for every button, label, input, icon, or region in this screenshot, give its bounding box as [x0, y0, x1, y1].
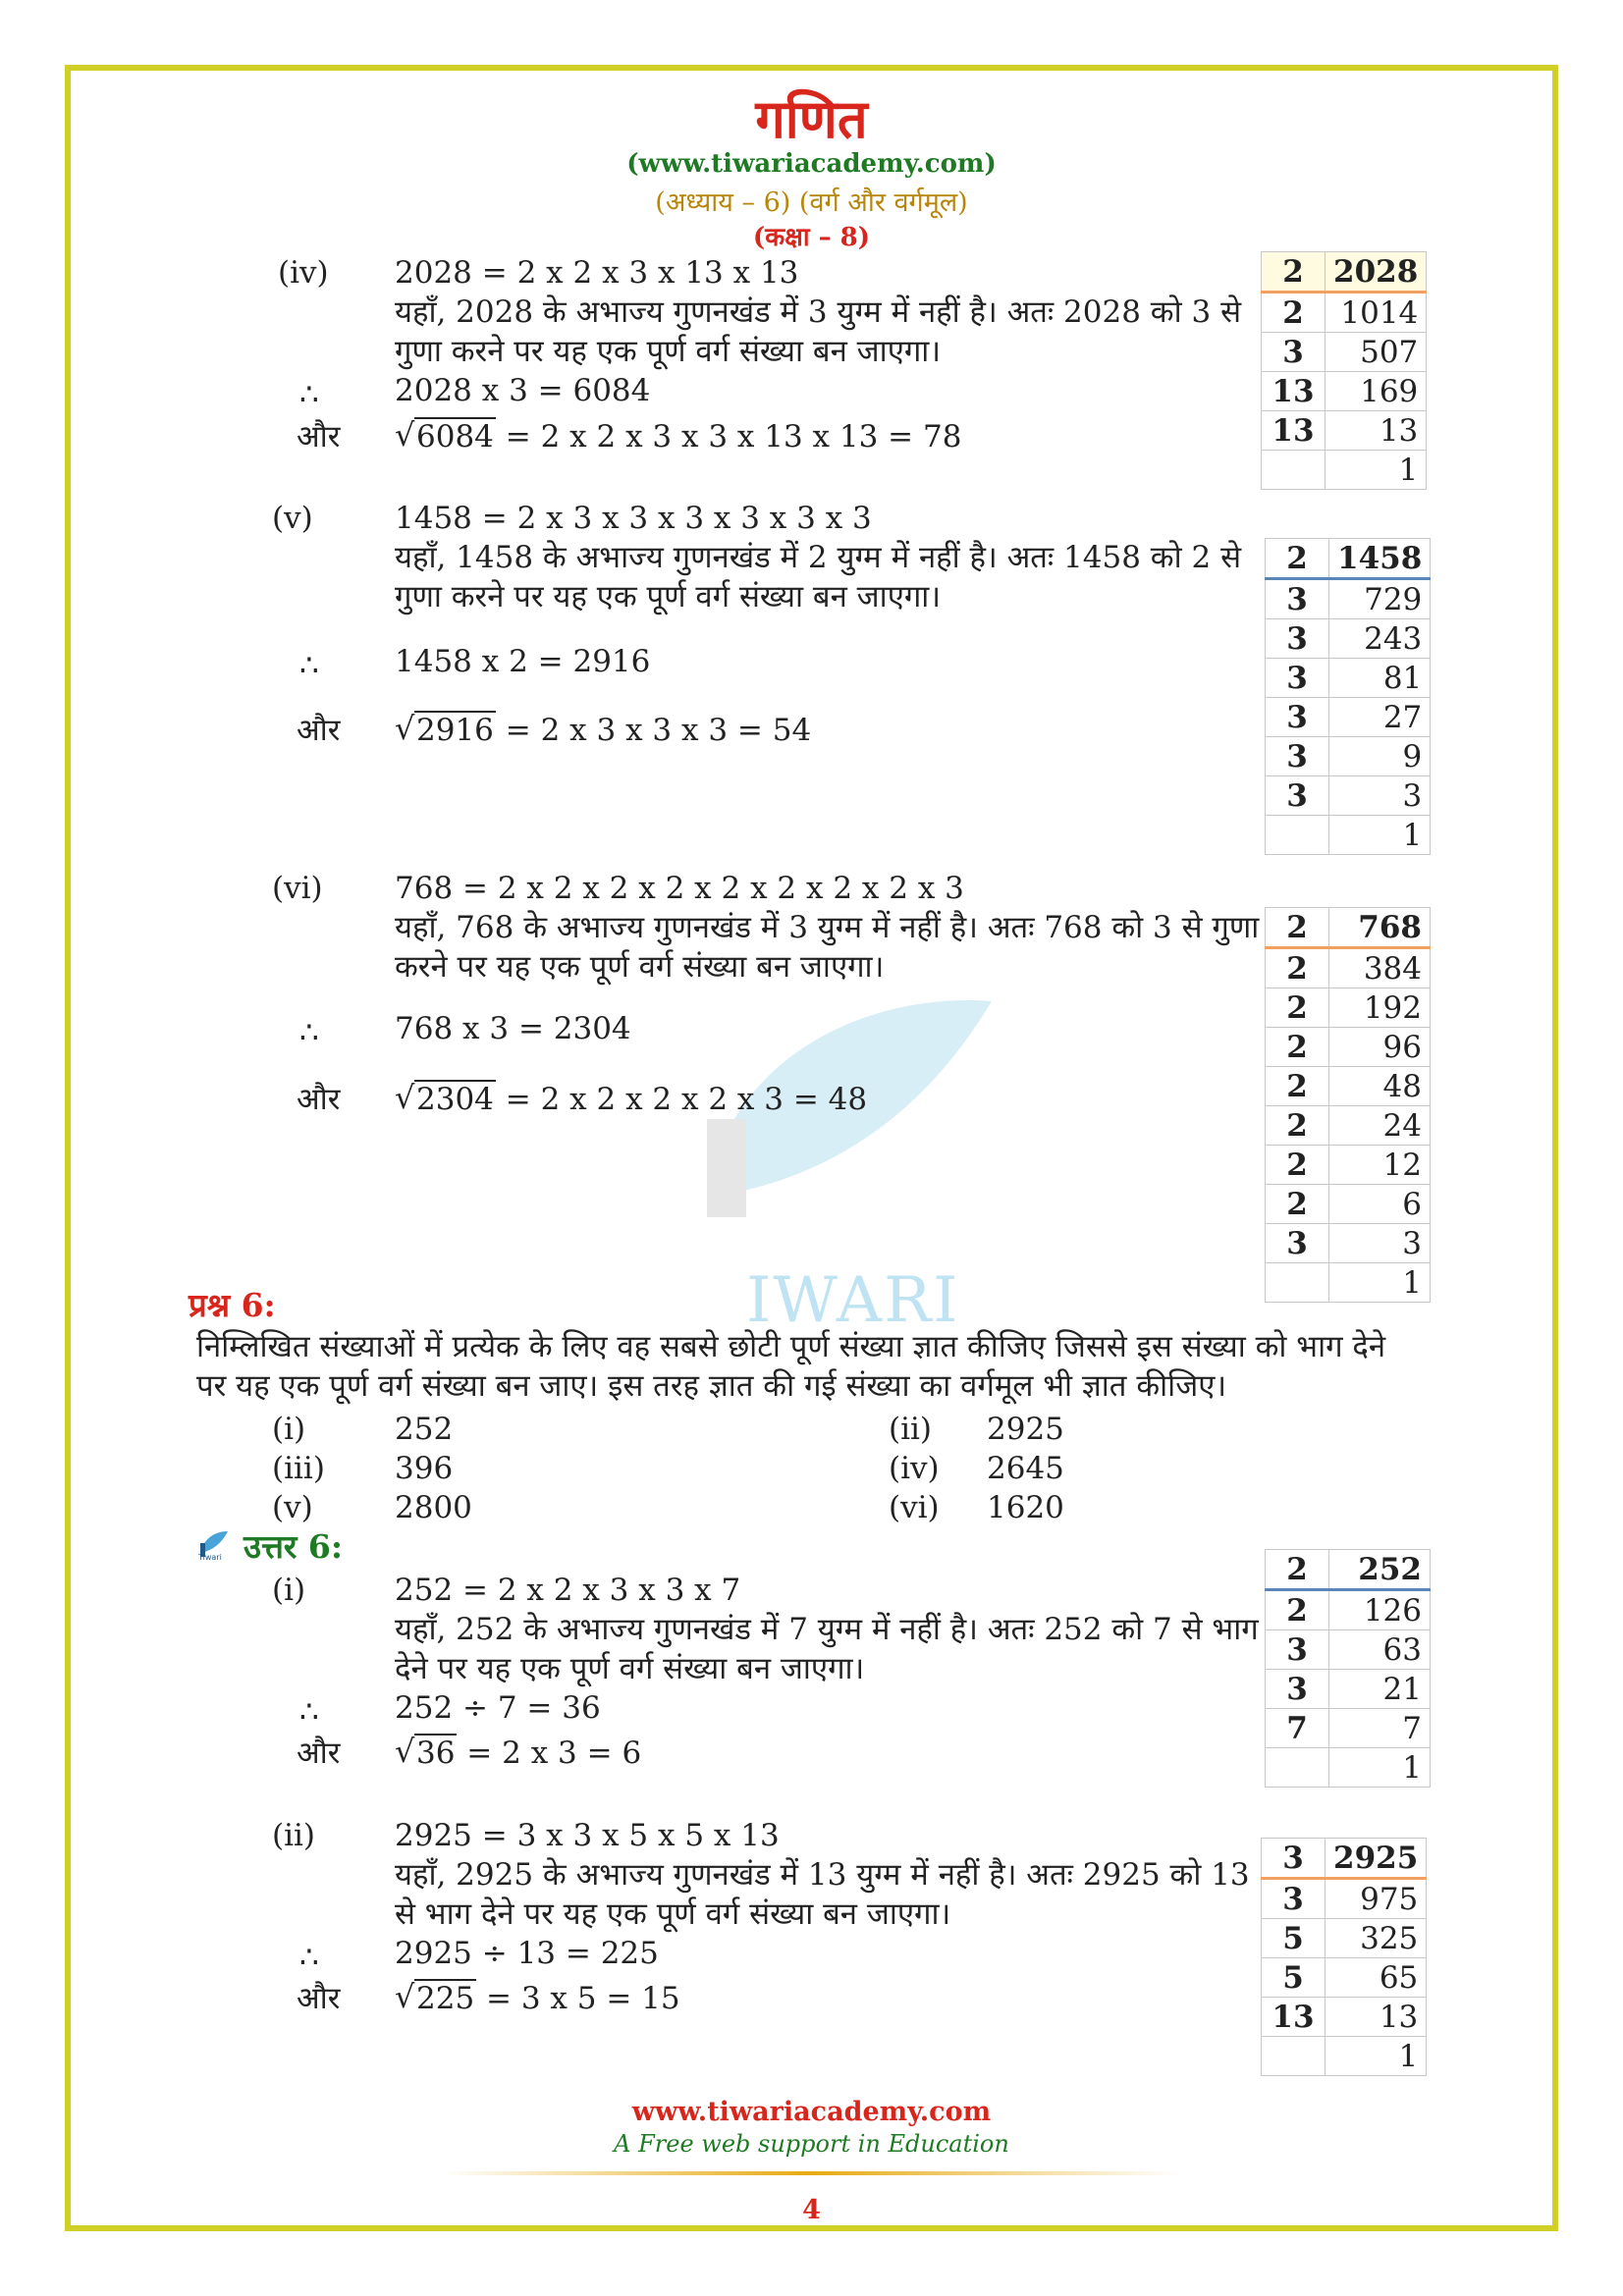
quotient-cell: 7 [1329, 1709, 1431, 1748]
quotient-cell: 252 [1329, 1550, 1431, 1590]
quotient-cell: 13 [1325, 411, 1427, 451]
part-text-line: यहाँ, 2028 के अभाज्य गुणनखंड में 3 युग्म में नहीं है। अतः 2028 को 3 से [395, 294, 1242, 330]
root-radicand: 225 [416, 1981, 475, 2016]
table-row [1266, 776, 1431, 816]
chapter-line [0, 183, 1623, 219]
page-number: 4 [802, 2195, 821, 2225]
root-expression [395, 417, 961, 456]
root-expression [395, 1080, 867, 1119]
watermark-text: IWARI [746, 1264, 960, 1337]
divisor-cell: 3 [1266, 1224, 1329, 1263]
divisor-cell [1266, 1263, 1329, 1303]
quotient-cell: 384 [1329, 948, 1431, 988]
divisor-cell: 2 [1266, 1028, 1329, 1067]
therefore-symbol: ∴ [299, 1015, 319, 1050]
quotient-cell: 9 [1329, 737, 1431, 776]
table-row [1266, 1185, 1431, 1224]
quotient-cell: 169 [1325, 372, 1427, 411]
divisor-cell: 2 [1266, 988, 1329, 1028]
footer-tagline: A Free web support in Education [614, 2130, 1009, 2158]
root-radicand: 36 [416, 1735, 456, 1771]
table-row [1262, 1958, 1427, 1998]
divisor-cell: 2 [1266, 1550, 1329, 1590]
table-row [1266, 1146, 1431, 1185]
question-item-label: (iii) [272, 1451, 325, 1486]
part-step: 2925 ÷ 13 = 225 [395, 1936, 659, 1971]
part-label: (iv) [278, 255, 329, 291]
table-row [1262, 293, 1427, 333]
quotient-cell: 1 [1329, 1263, 1431, 1303]
quotient-cell: 1 [1325, 451, 1427, 490]
divisor-cell: 3 [1266, 659, 1329, 698]
root-result: = 3 x 5 = 15 [476, 1981, 680, 2016]
factor-table [1265, 907, 1431, 1303]
quotient-cell: 1458 [1329, 539, 1431, 579]
table-row [1266, 816, 1431, 855]
and-label: और [297, 419, 341, 454]
factor-table [1265, 538, 1431, 855]
part-label: (v) [272, 501, 313, 536]
table-row [1262, 451, 1427, 490]
question-item-value: 396 [395, 1451, 454, 1486]
root-radicand: 2304 [416, 1082, 494, 1117]
question-item-value: 1620 [987, 1490, 1064, 1525]
quotient-cell: 65 [1325, 1958, 1427, 1998]
table-row [1266, 1224, 1431, 1263]
quotient-cell: 13 [1325, 1998, 1427, 2037]
table-row [1266, 1263, 1431, 1303]
chapter-number: (अध्याय – 6) [655, 187, 791, 218]
divisor-cell: 13 [1262, 1998, 1325, 2037]
quotient-cell: 3 [1329, 1224, 1431, 1263]
table-row [1266, 1067, 1431, 1106]
part-text-line: यहाँ, 2925 के अभाज्य गुणनखंड में 13 युग्म में नहीं है। अतः 2925 को 13 [395, 1857, 1250, 1893]
divisor-cell: 3 [1266, 619, 1329, 659]
footer-site-link[interactable]: www.tiwariacademy.com [631, 2097, 992, 2127]
divisor-cell: 2 [1266, 1106, 1329, 1146]
divisor-cell [1262, 2037, 1325, 2076]
quotient-cell: 507 [1325, 333, 1427, 372]
question-item-label: (i) [272, 1412, 306, 1447]
table-row [1262, 2037, 1427, 2076]
divisor-cell: 3 [1262, 1839, 1325, 1879]
question-item-label: (vi) [889, 1490, 940, 1525]
table-row [1266, 1709, 1431, 1748]
table-row [1262, 1919, 1427, 1958]
part-text-line: यहाँ, 768 के अभाज्य गुणनखंड में 3 युग्म में नहीं है। अतः 768 को 3 से गुणा [395, 910, 1260, 945]
quotient-cell: 81 [1329, 659, 1431, 698]
part-text-line: गुणा करने पर यह एक पूर्ण वर्ग संख्या बन जाएगा। [395, 334, 942, 369]
footer-divider [442, 2171, 1178, 2175]
therefore-symbol: ∴ [299, 648, 319, 683]
root-radicand: 2916 [416, 713, 494, 748]
question-item-value: 2645 [987, 1451, 1064, 1486]
tiwari-logo-icon [196, 1527, 230, 1561]
divisor-cell: 3 [1266, 579, 1329, 619]
quotient-cell: 21 [1329, 1670, 1431, 1709]
divisor-cell: 2 [1266, 539, 1329, 579]
factor-table [1261, 251, 1427, 490]
divisor-cell: 2 [1266, 1590, 1329, 1630]
table-row [1266, 737, 1431, 776]
question-item-label: (v) [272, 1490, 313, 1525]
and-label: और [297, 1735, 341, 1771]
quotient-cell: 192 [1329, 988, 1431, 1028]
table-row [1266, 1550, 1431, 1590]
table-row [1266, 579, 1431, 619]
factor-table [1265, 1549, 1431, 1788]
quotient-cell: 1014 [1325, 293, 1427, 333]
quotient-cell: 768 [1329, 908, 1431, 948]
table-row [1266, 988, 1431, 1028]
part-step: 1458 x 2 = 2916 [395, 644, 651, 679]
quotient-cell: 2925 [1325, 1839, 1427, 1879]
table-row [1262, 252, 1427, 293]
divisor-cell: 3 [1266, 737, 1329, 776]
quotient-cell: 27 [1329, 698, 1431, 737]
question-item-value: 2800 [395, 1490, 472, 1525]
divisor-cell: 2 [1266, 908, 1329, 948]
quotient-cell: 24 [1329, 1106, 1431, 1146]
table-row [1262, 411, 1427, 451]
table-row [1262, 1839, 1427, 1879]
divisor-cell: 3 [1266, 1630, 1329, 1670]
question-item-value: 2925 [987, 1412, 1064, 1447]
divisor-cell: 3 [1262, 333, 1325, 372]
page-title: गणित [755, 87, 868, 150]
question-item-label: (iv) [889, 1451, 940, 1486]
root-result: = 2 x 3 x 3 x 3 = 54 [495, 713, 812, 748]
question-item-label: (ii) [889, 1412, 933, 1447]
table-row [1266, 659, 1431, 698]
root-result: = 2 x 2 x 3 x 3 x 13 x 13 = 78 [495, 419, 962, 454]
part-text-line: करने पर यह एक पूर्ण वर्ग संख्या बन जाएगा। [395, 949, 885, 985]
question-text-line: निम्लिखित संख्याओं में प्रत्येक के लिए वह सबसे छोटी पूर्ण संख्या ज्ञात कीजिए जिससे इस संख्या को भाग देने [196, 1329, 1386, 1364]
quotient-cell: 729 [1329, 579, 1431, 619]
root-expression [395, 1979, 680, 2018]
quotient-cell: 243 [1329, 619, 1431, 659]
part-text-line: यहाँ, 252 के अभाज्य गुणनखंड में 7 युग्म में नहीं है। अतः 252 को 7 से भाग [395, 1612, 1259, 1647]
and-label: और [297, 713, 341, 748]
part-text-line: से भाग देने पर यह एक पूर्ण वर्ग संख्या बन जाएगा। [395, 1896, 951, 1932]
divisor-cell: 2 [1266, 1146, 1329, 1185]
table-row [1266, 1748, 1431, 1788]
quotient-cell: 1 [1325, 2037, 1427, 2076]
logo-text: Tiwari [198, 1553, 222, 1562]
table-row [1266, 1670, 1431, 1709]
divisor-cell [1266, 1748, 1329, 1788]
divisor-cell: 3 [1266, 1670, 1329, 1709]
question-item-value: 252 [395, 1412, 454, 1447]
table-row [1266, 1630, 1431, 1670]
part-equation: 1458 = 2 x 3 x 3 x 3 x 3 x 3 x 3 [395, 501, 872, 536]
part-equation: 2028 = 2 x 2 x 3 x 13 x 13 [395, 255, 799, 291]
divisor-cell: 2 [1262, 293, 1325, 333]
divisor-cell: 7 [1266, 1709, 1329, 1748]
quotient-cell: 63 [1329, 1630, 1431, 1670]
part-step: 2028 x 3 = 6084 [395, 373, 651, 408]
quotient-cell: 2028 [1325, 252, 1427, 293]
part-equation: 252 = 2 x 2 x 3 x 3 x 7 [395, 1573, 741, 1608]
divisor-cell: 13 [1262, 372, 1325, 411]
table-row [1266, 1590, 1431, 1630]
part-text-line: देने पर यह एक पूर्ण वर्ग संख्या बन जाएगा। [395, 1651, 865, 1686]
table-row [1266, 908, 1431, 948]
quotient-cell: 48 [1329, 1067, 1431, 1106]
part-label: (vi) [272, 871, 323, 906]
table-row [1266, 619, 1431, 659]
question-text-line: पर यह एक पूर्ण वर्ग संख्या बन जाए। इस तरह ज्ञात की गई संख्या का वर्गमूल भी ज्ञात कीजिए। [196, 1368, 1227, 1404]
divisor-cell: 3 [1266, 776, 1329, 816]
class-label: (कक्षा – 8) [752, 223, 871, 252]
chapter-name: (वर्ग और वर्गमूल) [798, 187, 968, 218]
table-row [1262, 333, 1427, 372]
quotient-cell: 3 [1329, 776, 1431, 816]
divisor-cell [1266, 816, 1329, 855]
root-expression [395, 711, 811, 750]
divisor-cell: 2 [1262, 252, 1325, 293]
table-row [1266, 698, 1431, 737]
divisor-cell: 2 [1266, 948, 1329, 988]
divisor-cell: 5 [1262, 1919, 1325, 1958]
therefore-symbol: ∴ [299, 1940, 319, 1975]
quotient-cell: 12 [1329, 1146, 1431, 1185]
root-radicand: 6084 [416, 419, 494, 454]
answer-heading: उत्तर 6: [243, 1527, 344, 1566]
divisor-cell: 13 [1262, 411, 1325, 451]
divisor-cell [1262, 451, 1325, 490]
quotient-cell: 325 [1325, 1919, 1427, 1958]
part-equation: 2925 = 3 x 3 x 5 x 5 x 13 [395, 1818, 780, 1853]
part-text-line: यहाँ, 1458 के अभाज्य गुणनखंड में 2 युग्म में नहीं है। अतः 1458 को 2 से [395, 540, 1242, 575]
question-heading: प्रश्न 6: [189, 1286, 276, 1324]
part-step: 252 ÷ 7 = 36 [395, 1690, 601, 1726]
table-row [1262, 372, 1427, 411]
therefore-symbol: ∴ [299, 377, 319, 412]
table-row [1262, 1879, 1427, 1919]
table-row [1262, 1998, 1427, 2037]
quotient-cell: 1 [1329, 816, 1431, 855]
quotient-cell: 975 [1325, 1879, 1427, 1919]
divisor-cell: 2 [1266, 1067, 1329, 1106]
part-step: 768 x 3 = 2304 [395, 1011, 631, 1046]
root-result: = 2 x 3 = 6 [457, 1735, 642, 1771]
quotient-cell: 6 [1329, 1185, 1431, 1224]
divisor-cell: 3 [1262, 1879, 1325, 1919]
therefore-symbol: ∴ [299, 1694, 319, 1730]
table-row [1266, 1106, 1431, 1146]
part-label: (ii) [272, 1818, 316, 1853]
divisor-cell: 2 [1266, 1185, 1329, 1224]
root-expression [395, 1734, 641, 1773]
part-text-line: गुणा करने पर यह एक पूर्ण वर्ग संख्या बन जाएगा। [395, 579, 942, 614]
part-equation: 768 = 2 x 2 x 2 x 2 x 2 x 2 x 2 x 2 x 3 [395, 871, 964, 906]
quotient-cell: 96 [1329, 1028, 1431, 1067]
and-label: और [297, 1981, 341, 2016]
quotient-cell: 126 [1329, 1590, 1431, 1630]
divisor-cell: 3 [1266, 698, 1329, 737]
divisor-cell: 5 [1262, 1958, 1325, 1998]
table-row [1266, 948, 1431, 988]
header-site-link[interactable]: (www.tiwariacademy.com) [626, 149, 997, 179]
root-result: = 2 x 2 x 2 x 2 x 3 = 48 [495, 1082, 868, 1117]
table-row [1266, 539, 1431, 579]
and-label: और [297, 1082, 341, 1117]
factor-table [1261, 1838, 1427, 2076]
table-row [1266, 1028, 1431, 1067]
quotient-cell: 1 [1329, 1748, 1431, 1788]
part-label: (i) [272, 1573, 306, 1608]
